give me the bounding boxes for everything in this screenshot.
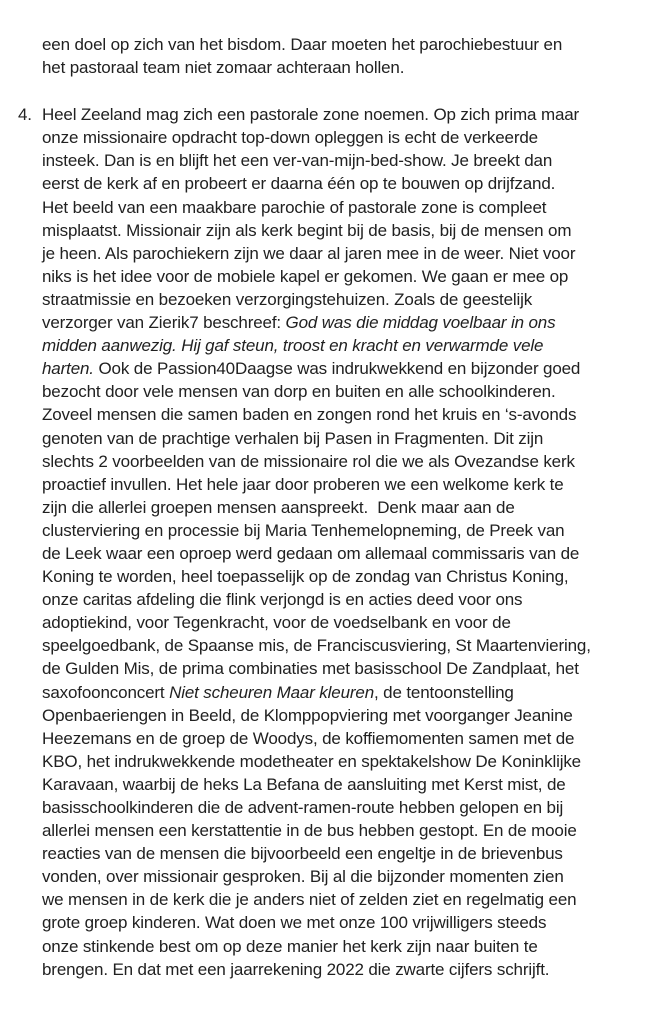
text-line [42,842,665,865]
text-run: eerst de kerk af en probeert er daarna één op te bouwen op drijfzand. [42,174,556,194]
text-run: speelgoedbank, de Spaanse mis, de Franciscusviering, St Maartenviering, [42,636,591,656]
text-line [42,427,665,450]
text-line [42,727,665,750]
text-line [42,265,665,288]
text-line [42,172,665,195]
text-line [42,149,665,172]
text-run: een doel op zich van het bisdom. Daar moeten het parochiebestuur en [42,35,563,54]
text-run: je heen. Als parochiekern zijn we daar al jaren mee in de weer. Niet voor [42,243,576,263]
text-line [42,588,665,611]
item-4-paragraph [42,103,665,981]
text-line [42,103,665,126]
text-run: misplaatst. Missionair zijn als kerk begint bij de basis, bij de mensen om [42,220,572,240]
text-line [42,565,665,588]
text-line [42,888,665,911]
text-line [42,819,665,842]
text-run: Heezemans en de groep de Woodys, de koffiemomenten samen met de [42,728,575,748]
text-line [42,865,665,888]
text-line [42,958,665,981]
text-line [42,496,665,519]
text-line [42,634,665,657]
text-run: bezocht door vele mensen van dorp en buiten en alle schoolkinderen. [42,382,556,402]
text-run: Koning te worden, heel toepasselijk op de zondag van Christus Koning, [42,567,569,587]
text-line [42,473,665,496]
text-run: Karavaan, waarbij de heks La Befana de aansluiting met Kerst mist, de [42,774,566,794]
text-run: Heel Zeeland mag zich een pastorale zone noemen. Op zich prima maar [42,105,580,125]
text-line [42,773,665,796]
text-run: het pastoraal team niet zomaar achteraan hollen. [42,58,405,78]
text-run: Zoveel mensen die samen baden en zongen rond het kruis en ‘s-avonds [42,405,577,425]
text-run: basisschoolkinderen die de advent-ramen-route hebben gelopen en bij [42,798,564,817]
text-line [42,750,665,773]
text-line [42,657,665,680]
text-run: slechts 2 voorbeelden van de missionaire rol die we als Ovezandse kerk [42,451,575,471]
text-run: allerlei mensen een kerstattentie in de bus hebben gestopt. En de mooie [42,821,577,841]
numbered-item-4 [0,103,665,981]
text-line [42,796,665,819]
text-line [42,911,665,934]
text-line [42,288,665,311]
text-run: we mensen in de kerk die je anders niet of zelden ziet en regelmatig een [42,890,577,910]
text-line [42,219,665,242]
text-line [42,242,665,265]
text-line [42,681,665,704]
text-run: , de tentoonstelling [374,682,514,702]
text-line [42,56,645,79]
text-line [42,126,665,149]
text-line [42,357,665,380]
text-run: proactief invullen. Het hele jaar door proberen we een welkome kerk te [42,474,564,494]
text-run: KBO, het indrukwekkende modetheater en spektakelshow De Koninklijke [42,751,581,771]
text-run: genoten van de prachtige verhalen bij Pasen in Fragmenten. Dit zijn [42,428,544,448]
text-run: reacties van de mensen die bijvoorbeeld een engeltje in de brievenbus [42,844,563,864]
text-run: onze missionaire opdracht top-down opleggen is echt de verkeerde [42,128,538,148]
text-line [42,403,665,426]
italic-text-run: harten. [42,359,94,379]
text-run: de Gulden Mis, de prima combinaties met basisschool De Zandplaat, het [42,659,579,679]
text-run: clusterviering en processie bij Maria Tenhemelopneming, de Preek van [42,520,565,540]
text-run: verzorger van Zierik7 beschreef: [42,313,286,333]
text-run: vonden, over missionair gesproken. Bij al die bijzonder momenten zien [42,867,564,887]
text-line [42,450,665,473]
text-run: onze stinkende best om op deze manier het kerk zijn naar buiten te [42,936,538,956]
italic-text-run: midden aanwezig. Hij gaf steun, troost en kracht en verwarmde vele [42,336,544,356]
text-run: grote groep kinderen. Wat doen we met onze 100 vrijwilligers steeds [42,913,547,933]
text-run: niks is het idee voor de mobiele kapel er gekomen. We gaan er mee op [42,266,569,286]
text-line [42,935,665,958]
text-run: Het beeld van een maakbare parochie of pastorale zone is compleet [42,197,547,217]
text-line [42,611,665,634]
text-line [42,704,665,727]
text-run: insteek. Dan is en blijft het een ver-van-mijn-bed-show. Je breekt dan [42,151,553,171]
text-run: Ook de Passion40Daagse was indrukwekkend en bijzonder goed [93,359,581,379]
text-run: brengen. En dat met een jaarrekening 2022 die zwarte cijfers schrijft. [42,959,550,979]
text-line [42,380,665,403]
text-run: saxofoonconcert [42,682,170,702]
list-number: 4. [18,105,32,125]
text-run: zijn die allerlei groepen mensen aanspreekt. Denk maar aan de [42,497,515,517]
text-line [42,311,665,334]
text-line [42,542,665,565]
text-run: adoptiekind, voor Tegenkracht, voor de voedselbank en voor de [42,613,511,633]
italic-text-run: God was die middag voelbaar in ons [285,313,556,333]
text-line [42,519,665,542]
text-run: onze caritas afdeling die flink verjongd is en acties deed voor ons [42,590,523,610]
text-run: de Leek waar een oproep werd gedaan om allemaal commissaris van de [42,543,580,563]
text-line [42,33,645,56]
intro-paragraph [42,33,645,79]
text-line [42,334,665,357]
text-run: straatmissie en bezoeken verzorgingstehuizen. Zoals de geestelijk [42,289,533,309]
text-run: Openbaeriengen in Beeld, de Klomppopviering met voorganger Jeanine [42,705,573,725]
text-line [42,196,665,219]
italic-text-run: Niet scheuren Maar kleuren [169,682,375,702]
